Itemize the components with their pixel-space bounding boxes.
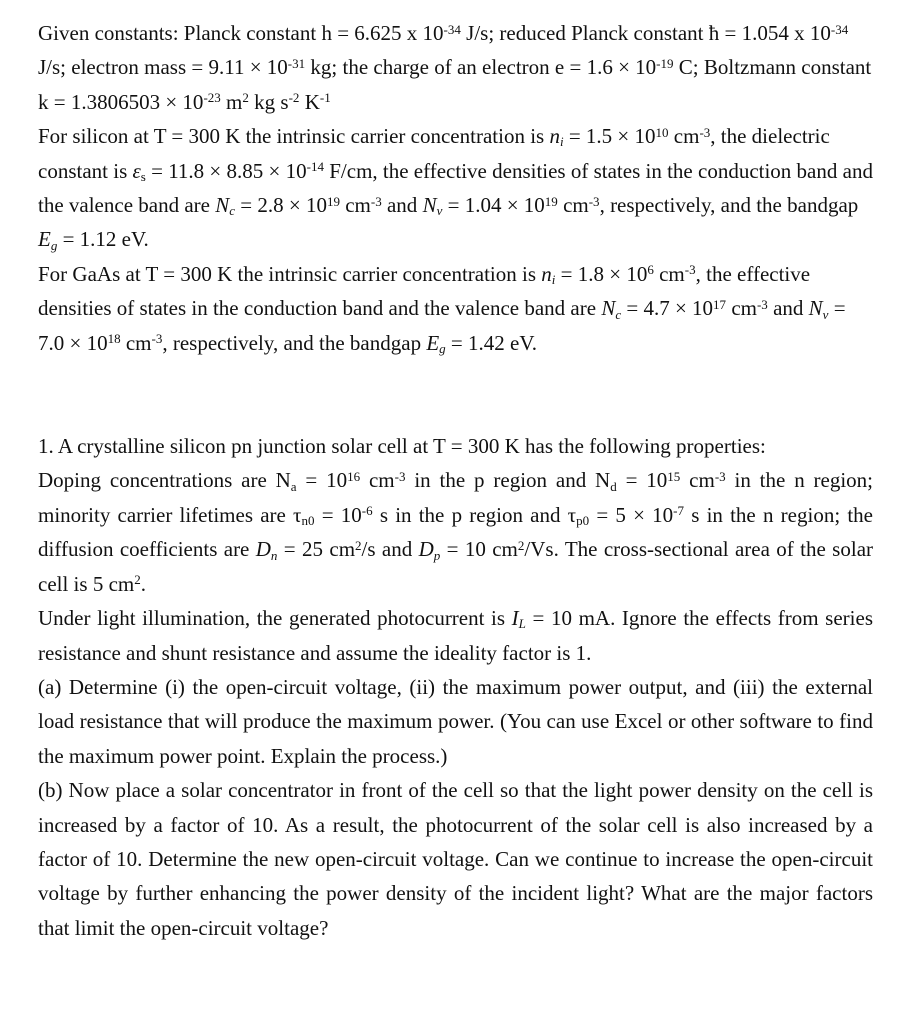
problem-statement xyxy=(38,429,873,463)
silicon-parameters: For silicon at T = 300 K the intrinsic carrier concentration is $n_i = 1.5 \times 10^{10}$ $cm^{-3}$, the dielectric constant is $\varepsilon_s = 11.8 \times 8.85 \times 10^{-14}$ F/cm, the effective densities of states in the conduction band and the valence band are $N_c = 2.8 \times 10^{19}$ $cm^{-3}$ and $N_v = 1.04 \times 10^{19}$ $cm^{-3}$, respectively, and the bandgap $E_g = 1.12$ eV. xyxy=(38,124,873,253)
illumination-conditions: Under light illumination, the generated photocurrent is $I_L = 10$ mA. Ignore the effects from series resistance and shunt resistance and assume the ideality factor is 1. xyxy=(38,606,873,665)
problem-intro: A crystalline silicon pn junction solar cell at T = 300 K has the following properties: xyxy=(57,434,766,459)
given-constants xyxy=(38,16,873,360)
cell-properties: Doping concentrations are $N_a = 10^{16}$ $cm^{-3}$ in the p region and $N_d = 10^{15}$ $cm^{-3}$ in the n region; minority carrier lifetimes are $\tau_{n0} = 10^{-6}$ s in the p region and $\tau_{p0} = 5 \times 10^{-7}$ s in the n region; the diffusion coefficients are $D_n = 25$ $cm^2/s$ and $D_p = 10$ $cm^2/Vs$. The cross-sectional area of the solar cell is 5 $cm^2$. xyxy=(38,468,874,596)
section-gap xyxy=(38,360,873,429)
constants-line: Given constants: Planck constant h = 6.625 x $10^{-34}$ J/s; reduced Planck constant ħ = 1.054 x $10^{-34}$ J/s; electron mass = $9.11 \times 10^{-31}$ kg; the charge of an electron $e = 1.6 \times 10^{-19}$ C; Boltzmann constant $k = 1.3806503 \times 10^{-23}$ $m^2$ kg $s^{-2}$ $K^{-1}$ xyxy=(38,21,872,114)
part-a: (a) Determine (i) the open-circuit voltage, (ii) the maximum power output, and (iii) the external load resistance that will produce the maximum power. (You can use Excel or other software to find the maximum power point. Explain the process.) xyxy=(38,674,873,768)
part-b: (b) Now place a solar concentrator in front of the cell so that the light power density on the cell is increased by a factor of 10. As a result, the photocurrent of the solar cell is also increased by a factor of 10. Determine the new open-circuit voltage. Can we continue to increase the open-circuit voltage by further enhancing the power density of the incident light? What are the major factors that limit the open-circuit voltage? xyxy=(38,778,873,940)
problem-1 xyxy=(38,429,873,945)
gaas-parameters: For GaAs at T = 300 K the intrinsic carrier concentration is $n_i = 1.8 \times 10^6$ $cm^{-3}$, the effective densities of states in the conduction band and the valence band are $N_c = 4.7 \times 10^{17}$ $cm^{-3}$ and $N_v = 7.0 \times 10^{18}$ $cm^{-3}$, respectively, and the bandgap $E_g = 1.42$ eV. xyxy=(38,261,846,356)
problem-number: 1. xyxy=(38,434,54,459)
